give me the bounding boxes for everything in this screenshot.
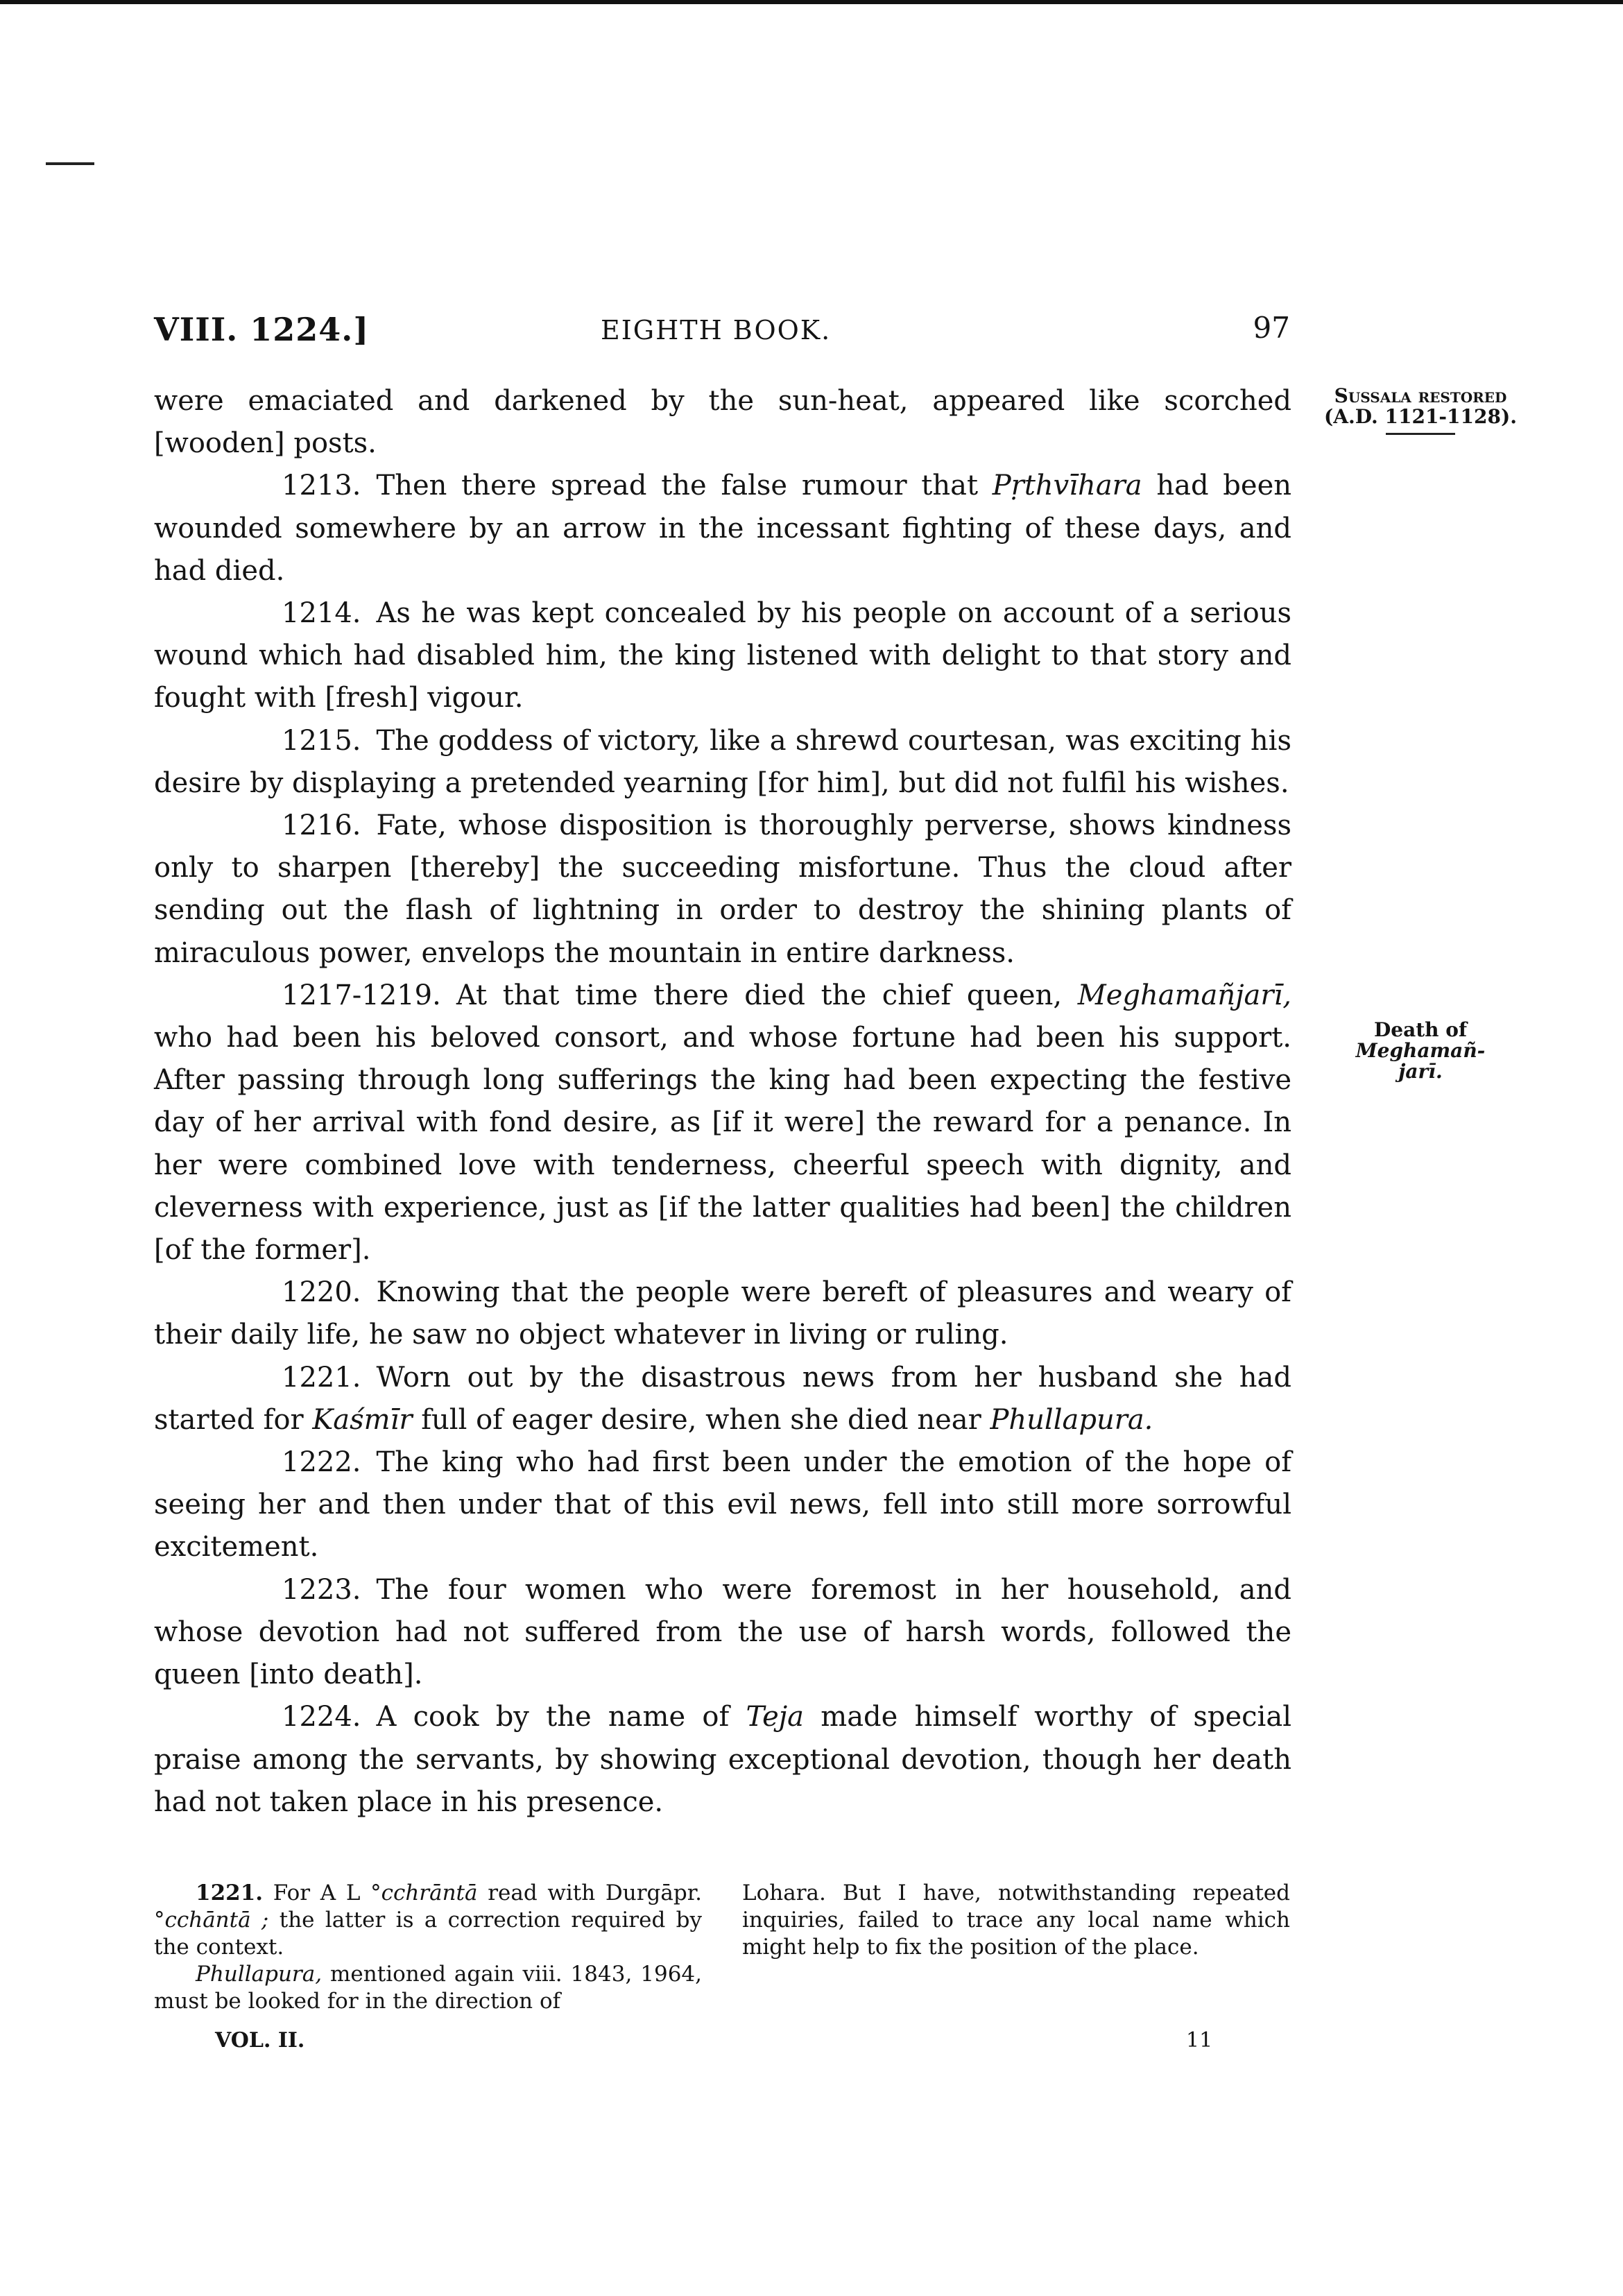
- margin-mark: [46, 162, 94, 165]
- name-prthvihara: Pṛthvīhara: [992, 470, 1142, 502]
- verse-number: 1215.: [282, 724, 361, 757]
- side-note-death: [1309, 1020, 1531, 1082]
- verse-1223: [154, 1569, 1291, 1697]
- text-run: Worn out by the disastrous news from her husband she had started for: [154, 1361, 1291, 1436]
- verse-number: 1214.: [282, 597, 361, 630]
- verse-1214: [154, 592, 1291, 720]
- text-run: The king who had first been under the emotion of the hope of seeing her and then under that of this evil news, fell into still more sorrowful excitement.: [154, 1446, 1291, 1563]
- verse-number: 1217-1219.: [282, 979, 441, 1011]
- variant-reading: °cchrāntā: [370, 1881, 478, 1905]
- text-run: Fate, whose disposition is thoroughly perverse, shows kindness only to sharpen [thereby] the succeeding misfortune. Thus the cloud after sending out the flash of lightning in order to destroy the shining plants of miraculous power, envelops the mountain in entire darkness.: [154, 809, 1291, 969]
- verse-1215: [154, 720, 1291, 805]
- header-verse-range: VIII. 1224.]: [154, 311, 370, 348]
- side-note-dates: (A.D. 1121-1128).: [1324, 405, 1517, 428]
- page-number: 97: [1253, 311, 1290, 345]
- paragraph-continuation: [154, 380, 1291, 465]
- text-run: A cook by the name of: [376, 1701, 730, 1733]
- verse-1224: [154, 1696, 1291, 1824]
- side-note-name-a: Meghamañ-: [1355, 1039, 1486, 1062]
- text-run: full of eager desire, when she died near: [421, 1403, 981, 1436]
- header-book-title: EIGHTH BOOK.: [601, 315, 832, 345]
- name-kasmir: Kaśmīr: [312, 1403, 413, 1436]
- verse-number: 1224.: [282, 1701, 361, 1733]
- text-run: The goddess of victory, like a shrewd courtesan, was exciting his desire by displaying a pretended yearning [for him], but did not fulfil his wishes.: [154, 724, 1291, 799]
- verse-number: 1221.: [282, 1361, 361, 1394]
- text-run: made himself worthy of special praise among the servants, by showing exceptional devotion, though her death had not taken place in his presence.: [154, 1701, 1291, 1818]
- verse-1221: [154, 1357, 1291, 1441]
- footnote-continuation: Lohara. But I have, notwithstanding repeated inquiries, failed to trace any local name which might help to fix the position of the place.: [742, 1881, 1290, 1960]
- text-run: were emaciated and darkened by the sun-heat, appeared like scorched [wooden] posts.: [154, 385, 1291, 460]
- page-footer: [215, 2028, 1221, 2053]
- side-note-name-b: jarī.: [1398, 1060, 1443, 1083]
- verse-number: 1220.: [282, 1276, 361, 1309]
- text-run: the latter is a correction required by the context.: [154, 1908, 702, 1960]
- main-text: [154, 380, 1291, 1824]
- footnote-1221: [154, 1880, 702, 1961]
- volume-label: VOL. II.: [215, 2028, 305, 2053]
- side-note-rule: [1386, 433, 1455, 435]
- text-run: read with Durgāpr.: [488, 1881, 702, 1905]
- verse-1220: [154, 1271, 1291, 1356]
- side-note-prefix: Death of: [1374, 1018, 1467, 1041]
- name-phullapura: Phullapura.: [990, 1403, 1153, 1436]
- footnote-column-left: [154, 1880, 702, 2015]
- variant-reading: °cchāntā ;: [154, 1908, 269, 1933]
- top-border-line: [0, 0, 1623, 4]
- text-run: At that time there died the chief queen,: [456, 979, 1063, 1011]
- footnote-phullapura: [154, 1961, 702, 2015]
- verse-number: 1222.: [282, 1446, 361, 1479]
- text-run: Knowing that the people were bereft of pleasures and weary of their daily life, he saw no object whatever in living or ruling.: [154, 1276, 1291, 1351]
- running-header: [154, 311, 1291, 352]
- text-run: who had been his beloved consort, and whose fortune had been his support. After passing through long sufferings the king had been expecting the festive day of her arrival with fond desire, as [if it were] the reward for a penance. In her were combined love with tenderness, cheerful speech with dignity, and cleverness with experience, just as [if the latter qualities had been] the children [of the former].: [154, 1022, 1291, 1267]
- name-meghamanjari: Meghamañjarī,: [1077, 979, 1292, 1011]
- verse-1216: [154, 805, 1291, 975]
- verse-number: 1223.: [282, 1573, 361, 1606]
- footnote-column-right: [742, 1880, 1290, 1961]
- verse-1217-1219: [154, 975, 1291, 1271]
- place-name: Phullapura,: [196, 1962, 323, 1987]
- name-teja: Teja: [746, 1701, 805, 1733]
- text-run: had been wounded somewhere by an arrow in the incessant fighting of these days, and had died.: [154, 470, 1292, 587]
- text-run: As he was kept concealed by his people on account of a serious wound which had disabled him, the king listened with delight to that story and fought with [fresh] vigour.: [154, 597, 1291, 714]
- text-run: For A L: [273, 1881, 361, 1905]
- footnote-number: 1221.: [196, 1881, 264, 1905]
- text-run: Then there spread the false rumour that: [376, 470, 979, 502]
- verse-1222: [154, 1441, 1291, 1569]
- verse-number: 1213.: [282, 470, 361, 502]
- side-note-sussala: [1316, 386, 1525, 435]
- signature-mark: 11: [1186, 2028, 1213, 2053]
- verse-1213: [154, 465, 1291, 592]
- verse-number: 1216.: [282, 809, 361, 842]
- text-run: mentioned again viii. 1843, 1964, must be looked for in the direction of: [154, 1962, 702, 2014]
- text-run: The four women who were foremost in her household, and whose devotion had not suffered from the use of harsh words, followed the queen [into death].: [154, 1573, 1291, 1691]
- side-note-title: Sussala restored: [1334, 384, 1507, 407]
